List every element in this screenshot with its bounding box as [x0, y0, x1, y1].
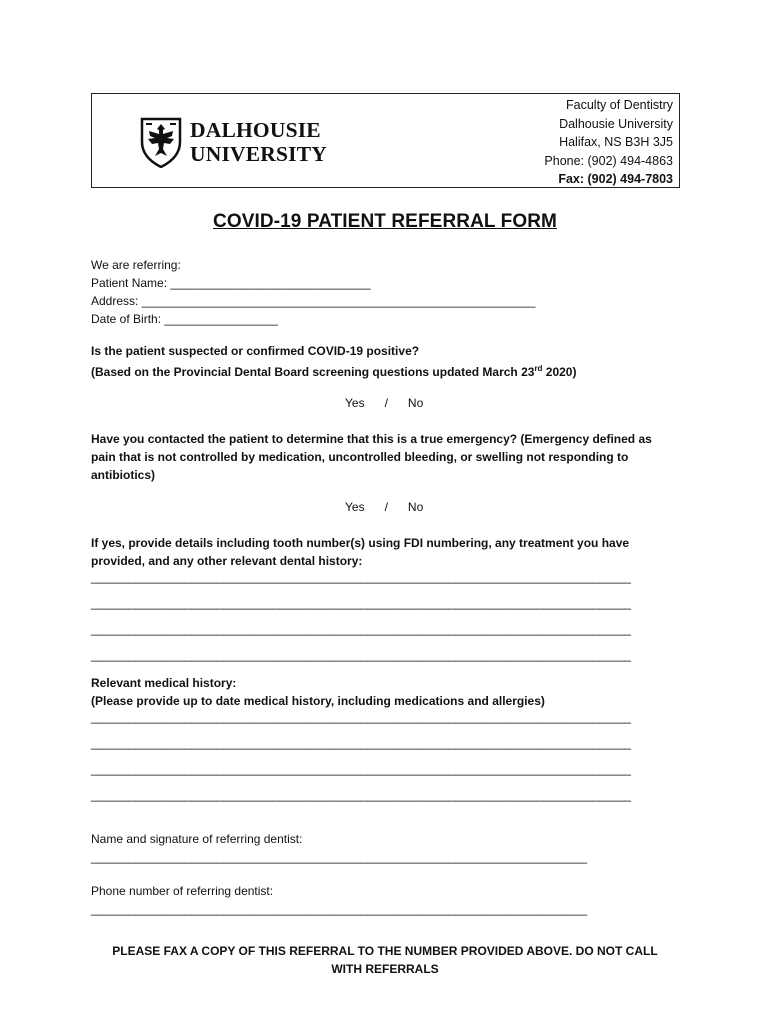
crest-icon — [140, 116, 182, 168]
dalhousie-logo — [140, 116, 340, 168]
q1-note-sup: rd — [534, 364, 543, 373]
dentist-name-label: Name and signature of referring dentist: — [91, 832, 303, 846]
medical-history-heading: Relevant medical history: — [91, 676, 237, 690]
university-line: Dalhousie University — [559, 116, 673, 131]
fax-line: Fax: (902) 494-7803 — [558, 172, 673, 186]
patient-name-field[interactable]: Patient Name: ______________________________ — [91, 276, 371, 290]
form-title: COVID-19 PATIENT REFERRAL FORM — [213, 211, 557, 232]
q1-note-text: (Based on the Provincial Dental Board screening questions updated March 23 — [91, 365, 535, 379]
dental-history-line-2[interactable]: ______________________________________________________________________________________ — [91, 596, 631, 610]
dental-history-line-1[interactable]: ______________________________________________________________________________________ — [91, 570, 631, 584]
q2-question: Have you contacted the patient to determine that this is a true emergency? (Emergency defined as pain that is not controlled by medication, uncontrolled bleeding, or swelling not responding to antibiotics) — [91, 432, 652, 482]
q3-question: If yes, provide details including tooth number(s) using FDI numbering, any treatment you have provided, and any other relevant dental history: — [91, 536, 630, 568]
dentist-phone-label: Phone number of referring dentist: — [91, 884, 274, 898]
q1-yes-no-choice[interactable]: Yes / No — [345, 396, 424, 410]
medical-history-line-1[interactable]: ______________________________________________________________________________________ — [91, 710, 631, 724]
phone-line: Phone: (902) 494-4863 — [544, 153, 673, 168]
date-of-birth-field[interactable]: Date of Birth: _________________ — [91, 312, 278, 326]
faculty-line: Faculty of Dentistry — [566, 98, 673, 112]
medical-history-line-3[interactable]: ______________________________________________________________________________________ — [91, 762, 631, 776]
q2-yes-no-choice[interactable]: Yes / No — [345, 500, 424, 514]
q1-note — [91, 360, 576, 381]
address-line: Halifax, NS B3H 3J5 — [559, 135, 673, 149]
address-field[interactable]: Address: ___________________________________________________________ — [91, 294, 536, 308]
dentist-phone-line[interactable]: _______________________________________________________________________________ — [91, 902, 587, 916]
letterhead — [91, 93, 680, 188]
logo-wordmark — [190, 118, 327, 166]
dental-history-line-4[interactable]: ______________________________________________________________________________________ — [91, 648, 631, 662]
contact-block — [544, 96, 673, 189]
medical-history-line-4[interactable]: ______________________________________________________________________________________ — [91, 788, 631, 802]
logo-line2: UNIVERSITY — [190, 142, 328, 166]
dental-history-line-3[interactable]: ______________________________________________________________________________________ — [91, 622, 631, 636]
logo-line1: DALHOUSIE — [190, 118, 321, 142]
referring-intro: We are referring: — [91, 258, 181, 272]
medical-history-line-2[interactable]: ______________________________________________________________________________________ — [91, 736, 631, 750]
q1-note-end: 2020) — [542, 365, 577, 379]
fax-instruction: PLEASE FAX A COPY OF THIS REFERRAL TO THE NUMBER PROVIDED ABOVE. DO NOT CALL WITH REFERRALS — [112, 944, 658, 976]
dentist-name-signature-line[interactable]: _______________________________________________________________________________ — [91, 850, 587, 864]
medical-history-subheading: (Please provide up to date medical history, including medications and allergies) — [91, 694, 545, 708]
q1-question: Is the patient suspected or confirmed COVID-19 positive? — [91, 344, 420, 358]
